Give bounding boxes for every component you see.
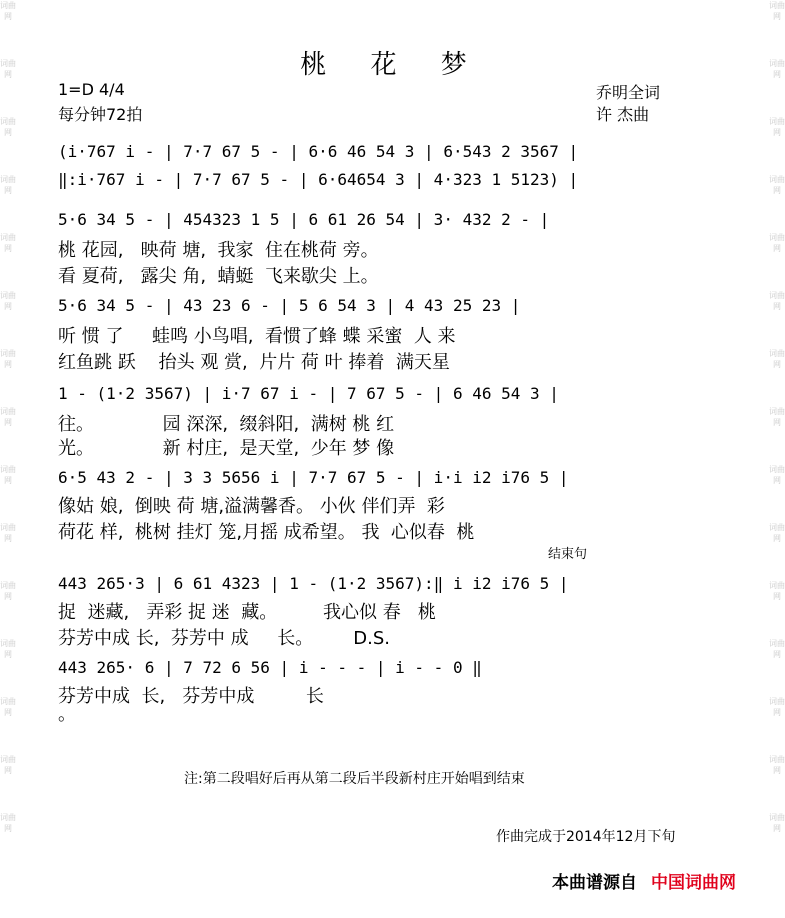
watermark-text: 词曲网 [0, 465, 16, 485]
score-line: 1 - (1·2 3567) | i·7 67 i - | 7 67 5 - | 6 46 54 3 | [58, 384, 559, 403]
footnote: 注:第二段唱好后再从第二段后半段新村庄开始唱到结束 [184, 771, 525, 787]
watermark-text: 词曲网 [0, 349, 16, 369]
lyric-line: 看 夏荷, 露尖 角, 蜻蜓 飞来歇尖 上。 [58, 266, 379, 287]
lyric-line: 。 [58, 704, 76, 725]
watermark-text: 词曲网 [769, 581, 785, 601]
key-signature: 1=D 4/4 [58, 80, 125, 99]
watermark-text: 词曲网 [769, 639, 785, 659]
lyric-line: 红鱼跳 跃 抬头 观 赏, 片片 荷 叶 捧着 满天星 [58, 352, 450, 373]
song-title: 桃 花 梦 [300, 50, 485, 80]
source-brand: 中国词曲网 [651, 873, 736, 893]
watermark-text: 词曲网 [769, 117, 785, 137]
watermark-text: 词曲网 [0, 755, 16, 775]
composer: 许 杰曲 [596, 105, 650, 124]
watermark-text: 词曲网 [0, 581, 16, 601]
watermark-text: 词曲网 [769, 697, 785, 717]
watermark-text: 词曲网 [0, 233, 16, 253]
lyricist: 乔明全词 [596, 83, 661, 102]
ending-label: 结束句 [548, 547, 588, 562]
watermark-text: 词曲网 [0, 1, 16, 21]
source-label: 本曲谱源自 [552, 873, 637, 893]
score-line: 5·6 34 5 - | 454323 1 5 | 6 61 26 54 | 3· 432 2 - | [58, 210, 550, 229]
watermark-text: 词曲网 [769, 175, 785, 195]
watermark-text: 词曲网 [0, 697, 16, 717]
watermark-text: 词曲网 [769, 59, 785, 79]
watermark-text: 词曲网 [769, 291, 785, 311]
watermark-text: 词曲网 [769, 1, 785, 21]
score-line: 443 265· 6 | 7 72 6 56 | i - - - | i - - 0 ‖ [58, 658, 482, 677]
watermark-text: 词曲网 [769, 233, 785, 253]
tempo: 每分钟72拍 [58, 105, 143, 124]
watermark-text: 词曲网 [0, 813, 16, 833]
watermark-text: 词曲网 [0, 117, 16, 137]
watermark-text: 词曲网 [769, 349, 785, 369]
completion-date: 作曲完成于2014年12月下旬 [496, 829, 676, 845]
watermark-text: 词曲网 [0, 407, 16, 427]
score-line: 443 265·3 | 6 61 4323 | 1 - (1·2 3567):‖ i i2 i76 5 | [58, 574, 569, 593]
watermark-text: 词曲网 [0, 291, 16, 311]
watermark-text: 词曲网 [769, 813, 785, 833]
watermark-text: 词曲网 [0, 523, 16, 543]
watermark-text: 词曲网 [769, 465, 785, 485]
watermark-text: 词曲网 [0, 59, 16, 79]
watermark-text: 词曲网 [769, 755, 785, 775]
watermark-text: 词曲网 [0, 639, 16, 659]
lyric-line: 像姑 娘, 倒映 荷 塘,溢满馨香。 小伙 伴们弄 彩 [58, 496, 445, 517]
lyric-line: 芬芳中成 长, 芬芳中 成 长。 D.S. [58, 628, 390, 649]
watermark-text: 词曲网 [769, 523, 785, 543]
score-line: 6·5 43 2 - | 3 3 5656 i | 7·7 67 5 - | i·i i2 i76 5 | [58, 468, 569, 487]
watermark-text: 词曲网 [0, 175, 16, 195]
lyric-line: 荷花 样, 桃树 挂灯 笼,月摇 成希望。 我 心似春 桃 [58, 522, 475, 543]
score-line: 5·6 34 5 - | 43 23 6 - | 5 6 54 3 | 4 43 25 23 | [58, 296, 521, 315]
watermark-text: 词曲网 [769, 407, 785, 427]
score-line: ‖:i·767 i - | 7·7 67 5 - | 6·64654 3 | 4·323 1 5123) | [58, 170, 579, 189]
lyric-line: 捉 迷藏, 弄彩 捉 迷 藏。 我心似 春 桃 [58, 602, 436, 623]
lyric-line: 往。 园 深深, 缀斜阳, 满树 桃 红 [58, 414, 395, 435]
lyric-line: 芬芳中成 长, 芬芳中成 长 [58, 686, 324, 707]
lyric-line: 桃 花园, 映荷 塘, 我家 住在桃荷 旁。 [58, 240, 379, 261]
lyric-line: 听 惯 了 蛙鸣 小鸟唱, 看惯了蜂 蝶 采蜜 人 来 [58, 326, 456, 347]
source-credit [552, 868, 736, 893]
watermark-left [0, 0, 16, 918]
score-line: (i·767 i - | 7·7 67 5 - | 6·6 46 54 3 | 6·543 2 3567 | [58, 142, 579, 161]
lyric-line: 光。 新 村庄, 是天堂, 少年 梦 像 [58, 438, 395, 459]
watermark-right [769, 0, 785, 918]
